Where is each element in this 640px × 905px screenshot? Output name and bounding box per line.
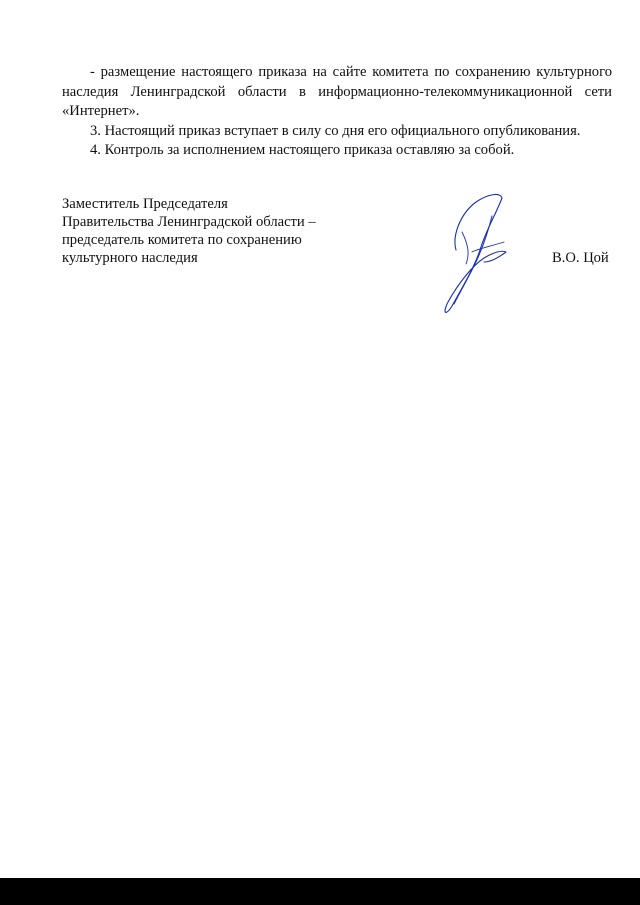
- handwritten-signature: [436, 192, 516, 317]
- scan-edge: [633, 0, 640, 905]
- signer-position-line-4: культурного наследия: [62, 250, 198, 266]
- signer-position: [62, 195, 362, 267]
- signer-position-line-3: председатель комитета по сохранению: [62, 232, 302, 248]
- signer-position-line-1: Заместитель Председателя: [62, 196, 228, 212]
- paragraph-bullet-publication: - размещение настоящего приказа на сайте комитета по сохранению культурного наследия Ленинградской области в информационно-телекоммуникационной сети «Интернет».: [62, 64, 612, 119]
- document-body: [62, 63, 612, 161]
- scan-bottom-border: [0, 878, 640, 905]
- paragraph-3-effective-date: 3. Настоящий приказ вступает в силу со дня его официального опубликования.: [90, 122, 581, 139]
- paragraph-4-control: 4. Контроль за исполнением настоящего приказа оставляю за собой.: [90, 142, 515, 158]
- signer-position-line-2: Правительства Ленинградской области –: [62, 214, 316, 230]
- signer-name: В.О. Цой: [552, 250, 609, 266]
